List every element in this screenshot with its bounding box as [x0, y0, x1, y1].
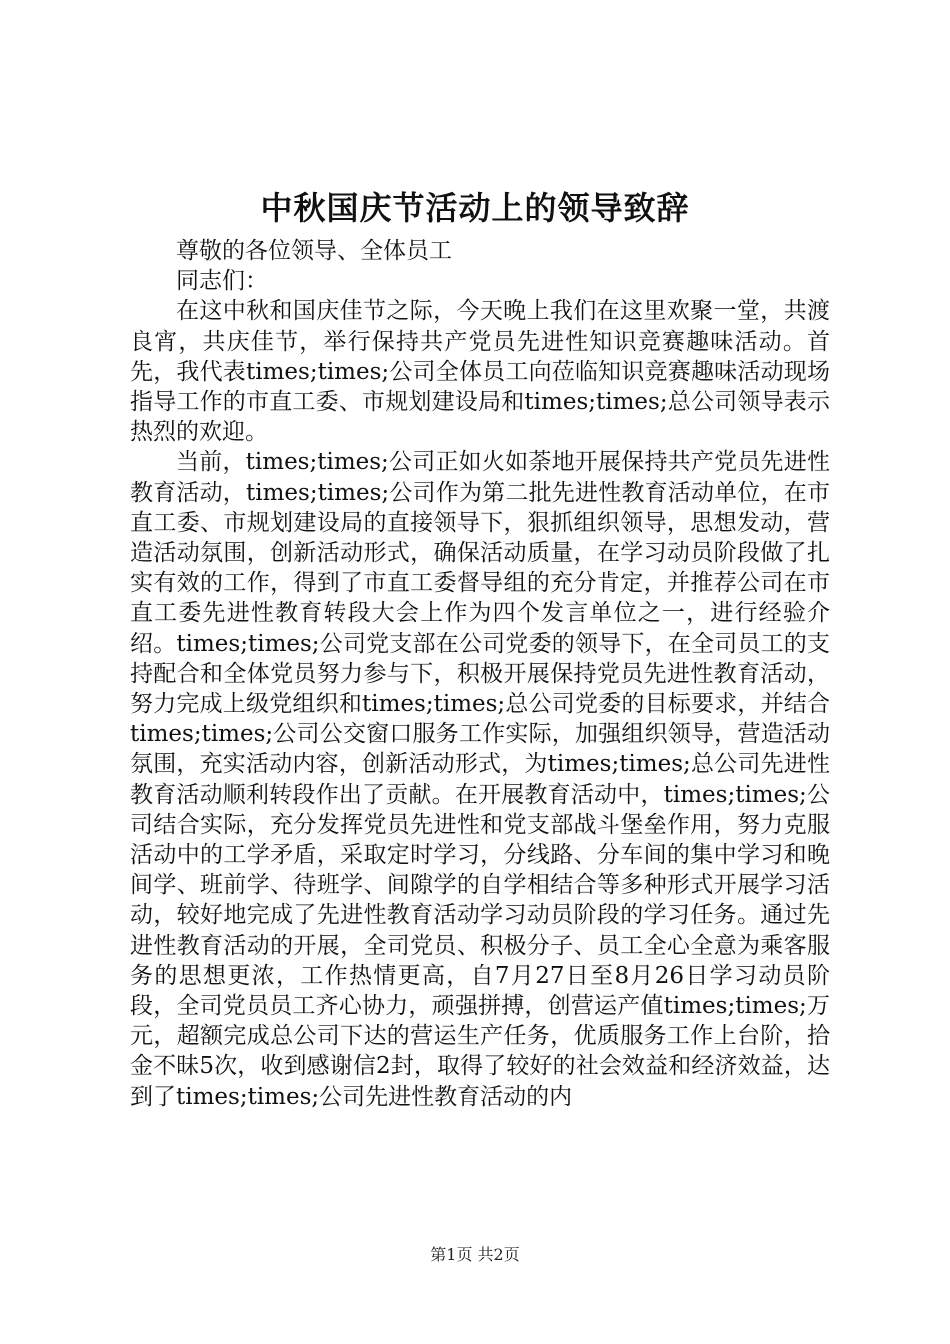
document-title: 中秋国庆节活动上的领导致辞 — [260, 189, 690, 227]
page-footer: 第1页 共2页 — [430, 1245, 520, 1264]
salutation-line-2: 同志们： — [176, 268, 268, 295]
paragraph-2: 当前，times;times;公司正如火如荼地开展保持共产党员先进性教育活动，times;times;公司作为第二批先进性教育活动单位，在市直工委、市规划建设局的直接领导下，狠抓组织领导，思想发动，营造活动氛围，创新活动形式，确保活动质量，在学习动员阶段做了扎实有效的工作，得到了市直工委督导组的充分肯定，并推荐公司在市直工委先进性教育转段大会上作为四个发言单位之一，进行经验介绍。times;times;公司党支部在公司党委的领导下，在全司员工的支持配合和全体党员努力参与下，积极开展保持党员先进性教育活动，努力完成上级党组织和times;times;总公司党委的目标要求，并结合times;times;公司公交窗口服务工作实际，加强组织领导，营造活动氛围，充实活动内容，创新活动形式，为times;times;总公司先进性教育活动顺利转段作出了贡献。在开展教育活动中，times;times;公司结合实际，充分发挥党员先进性和党支部战斗堡垒作用，努力克服活动中的工学矛盾，采取定时学习，分线路、分车间的集中学习和晚间学、班前学、待班学、间隙学的自学相结合等多种形式开展学习活动，较好地完成了先进性教育活动学习动员阶段的学习任务。通过先进性教育活动的开展，全司党员、积极分子、员工全心全意为乘客服务的思想更浓，工作热情更高，自7月27日至8月26日学习动员阶段，全司党员员工齐心协力，顽强拼搏，创营运产值times;times;万元，超额完成总公司下达的营运生产任务，优质服务工作上台阶，拾金不昧5次，收到感谢信2封，取得了较好的社会效益和经济效益，达到了times;times;公司先进性教育活动的内 — [130, 449, 830, 1110]
document-body — [130, 236, 830, 1112]
salutation-line-1: 尊敬的各位领导、全体员工 — [176, 238, 452, 264]
paragraph-1: 在这中秋和国庆佳节之际，今天晚上我们在这里欢聚一堂，共渡良宵，共庆佳节，举行保持共产党员先进性知识竞赛趣味活动。首先，我代表times;times;公司全体员工向莅临知识竞赛趣味活动现场指导工作的市直工委、市规划建设局和times;times;总公司领导表示热烈的欢迎。 — [130, 298, 830, 446]
